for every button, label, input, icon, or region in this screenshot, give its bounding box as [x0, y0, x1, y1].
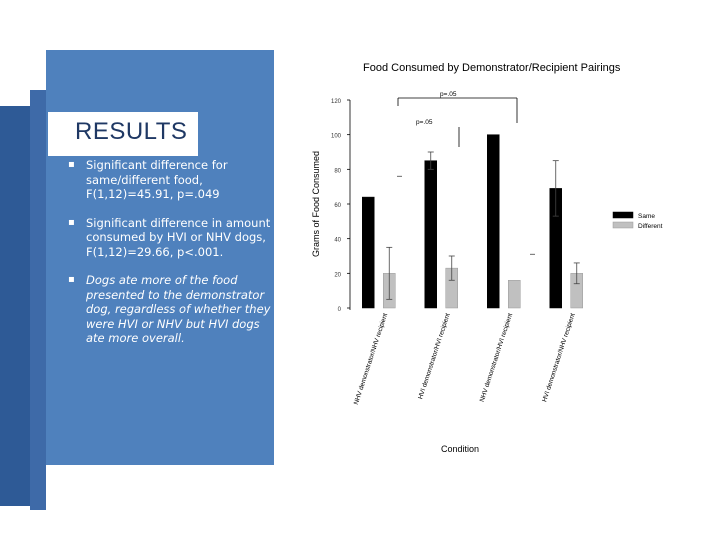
chart-title: Food Consumed by Demonstrator/Recipient Pairings [363, 62, 621, 74]
legend-label: Same [638, 213, 655, 220]
bar [425, 161, 437, 308]
y-tick-label: 80 [334, 168, 341, 175]
significance-label: p=.05 [416, 119, 433, 126]
bar [362, 197, 374, 308]
bullet-marker: ▪ [68, 216, 75, 228]
bar-chart [280, 50, 680, 470]
x-category-label: HVI demonstrator/HVI recipient [417, 312, 452, 401]
y-tick-label: 40 [334, 237, 341, 244]
bullet-item [66, 216, 271, 260]
y-tick-label: 100 [330, 133, 341, 140]
y-tick-label: 60 [334, 203, 341, 209]
x-category-label: NHV demonstrator/HVI recipient [478, 312, 515, 403]
bullet-list [66, 158, 271, 360]
bar [487, 135, 499, 308]
bullet-item [66, 158, 271, 202]
significance-label: p=.05 [440, 91, 457, 98]
decorative-bevel [30, 90, 46, 510]
bullet-item [66, 273, 271, 346]
bar [508, 280, 520, 308]
y-tick-label: 20 [334, 272, 341, 279]
legend-swatch [613, 212, 633, 218]
x-category-label: HVI demonstrator/NHV recipient [541, 312, 577, 403]
y-tick-label: 0 [337, 307, 341, 313]
legend-swatch [613, 222, 633, 228]
y-axis-label: Grams of Food Consumed [311, 150, 321, 258]
y-tick-label: 120 [330, 99, 341, 105]
bullet-text: Dogs ate more of the food presented to the demonstrator dog, regardless of whether they were HVI or NHV but HVI dogs ate more overall. [86, 273, 271, 345]
x-axis-label: Condition [440, 444, 480, 454]
slide-title: RESULTS [75, 118, 188, 145]
x-category-label: NHV demonstrator/NHV recipient [352, 312, 390, 406]
bullet-marker: ▪ [68, 159, 75, 170]
bullet-text: Significant difference for same/different food, F(1,12)=45.91, p=.049 [86, 158, 228, 201]
legend-label: Different [638, 223, 663, 230]
bullet-text: Significant difference in amount consumed by HVI or NHV dogs, F(1,12)=29.66, p<.001. [86, 215, 271, 259]
bullet-marker: ▪ [68, 274, 75, 285]
